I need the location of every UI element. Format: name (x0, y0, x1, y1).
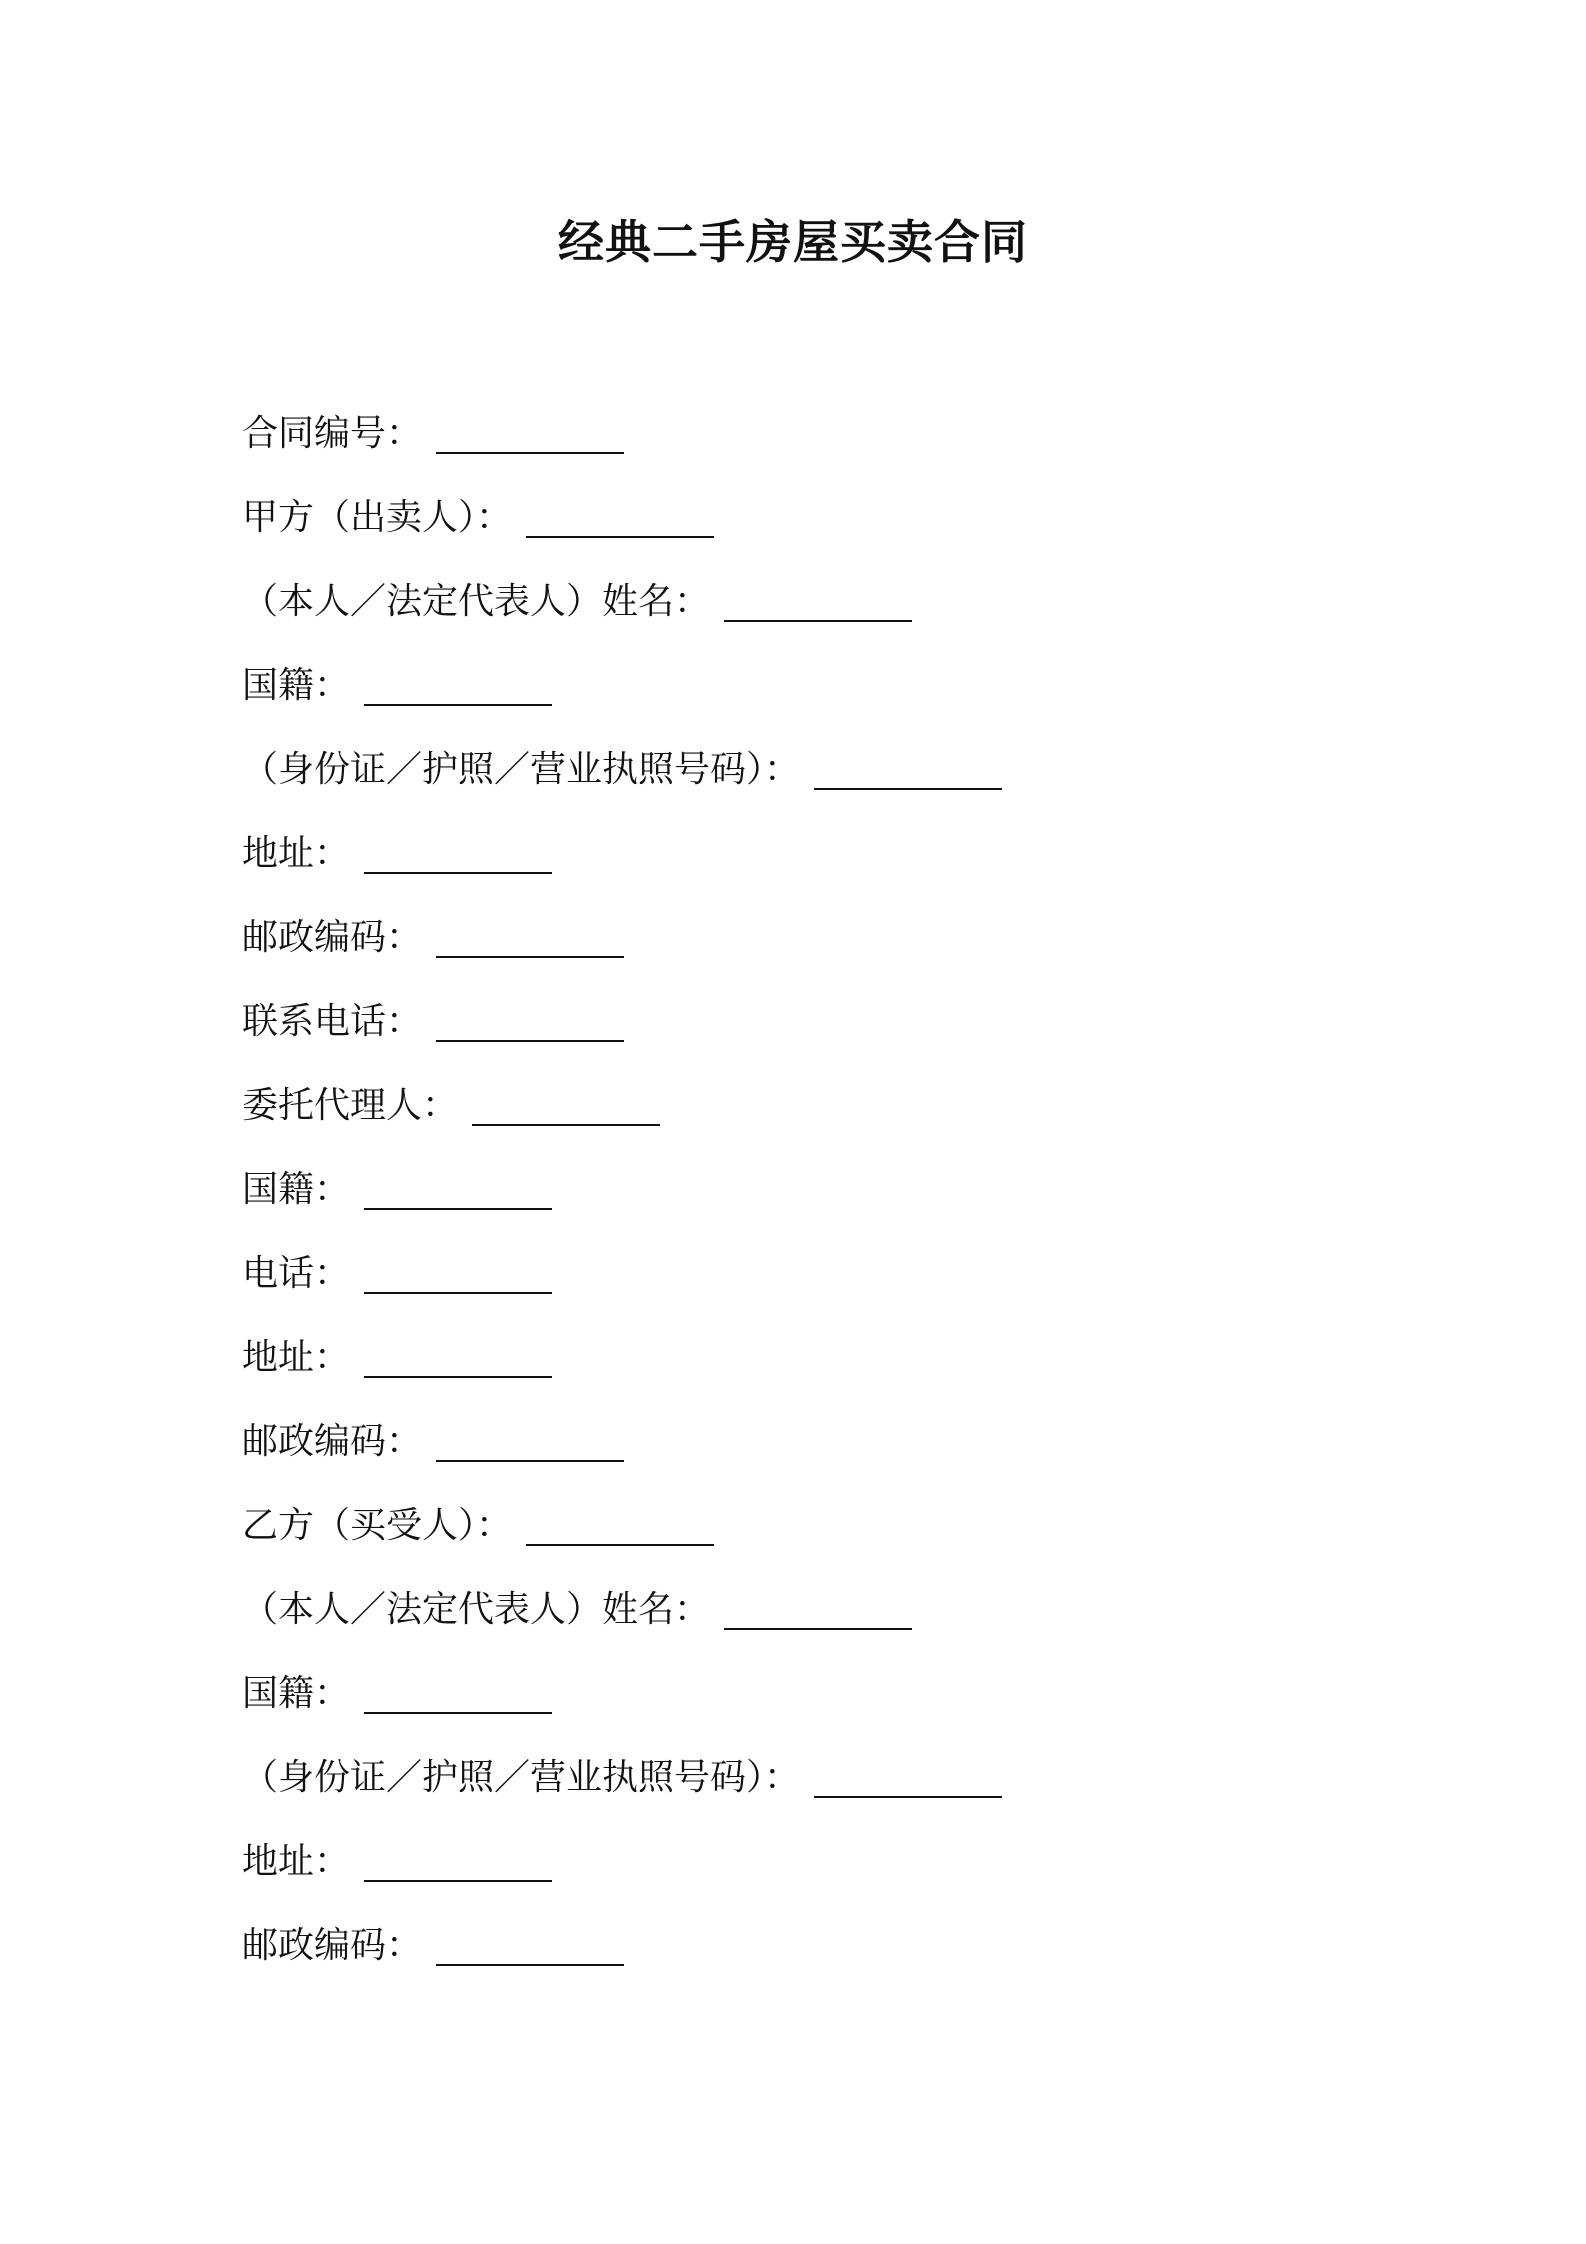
field-agent (242, 1076, 1442, 1160)
field-party-a-nationality (242, 656, 1442, 740)
field-label: 地址： (242, 1841, 351, 1882)
field-label: （身份证／护照／营业执照号码）： (242, 749, 801, 790)
field-label: 国籍： (242, 1169, 351, 1210)
field-label: （身份证／护照／营业执照号码）： (242, 1757, 801, 1798)
fill-in-blank[interactable] (364, 1248, 552, 1294)
fill-in-blank[interactable] (436, 996, 624, 1042)
field-label: 地址： (242, 1337, 351, 1378)
fill-in-blank[interactable] (724, 576, 912, 622)
fill-in-blank[interactable] (364, 1164, 552, 1210)
field-label: 电话： (242, 1253, 351, 1294)
field-party-b-postcode (242, 1916, 1442, 2000)
field-label: 乙方（买受人）： (242, 1505, 513, 1546)
field-label: （本人／法定代表人）姓名： (242, 581, 711, 622)
fill-in-blank[interactable] (814, 744, 1002, 790)
field-party-b-address (242, 1832, 1442, 1916)
field-party-b-buyer (242, 1496, 1442, 1580)
fill-in-blank[interactable] (436, 1920, 624, 1966)
field-label: 联系电话： (242, 1001, 423, 1042)
field-agent-phone (242, 1244, 1442, 1328)
field-party-a-seller (242, 488, 1442, 572)
field-party-a-postcode (242, 908, 1442, 992)
fill-in-blank[interactable] (436, 408, 624, 454)
fill-in-blank[interactable] (364, 1332, 552, 1378)
field-party-b-name (242, 1580, 1442, 1664)
field-agent-address (242, 1328, 1442, 1412)
field-label: 合同编号： (242, 413, 423, 454)
field-label: 国籍： (242, 665, 351, 706)
fill-in-blank[interactable] (364, 1668, 552, 1714)
field-party-a-address (242, 824, 1442, 908)
field-party-a-name (242, 572, 1442, 656)
field-party-b-id-number (242, 1748, 1442, 1832)
field-agent-postcode (242, 1412, 1442, 1496)
fill-in-blank[interactable] (436, 912, 624, 958)
document-title: 经典二手房屋买卖合同 (558, 215, 1028, 269)
fill-in-blank[interactable] (436, 1416, 624, 1462)
field-label: 邮政编码： (242, 1925, 423, 1966)
fill-in-blank[interactable] (364, 828, 552, 874)
field-label: 甲方（出卖人）： (242, 497, 513, 538)
contract-fields (242, 404, 1442, 2000)
field-label: 地址： (242, 833, 351, 874)
field-label: 邮政编码： (242, 1421, 423, 1462)
field-label: 委托代理人： (242, 1085, 459, 1126)
field-party-a-id-number (242, 740, 1442, 824)
fill-in-blank[interactable] (364, 1836, 552, 1882)
fill-in-blank[interactable] (526, 492, 714, 538)
field-contract-number (242, 404, 1442, 488)
fill-in-blank[interactable] (364, 660, 552, 706)
fill-in-blank[interactable] (472, 1080, 660, 1126)
field-agent-nationality (242, 1160, 1442, 1244)
fill-in-blank[interactable] (724, 1584, 912, 1630)
field-label: （本人／法定代表人）姓名： (242, 1589, 711, 1630)
field-label: 国籍： (242, 1673, 351, 1714)
field-party-b-nationality (242, 1664, 1442, 1748)
fill-in-blank[interactable] (814, 1752, 1002, 1798)
field-party-a-phone (242, 992, 1442, 1076)
fill-in-blank[interactable] (526, 1500, 714, 1546)
field-label: 邮政编码： (242, 917, 423, 958)
